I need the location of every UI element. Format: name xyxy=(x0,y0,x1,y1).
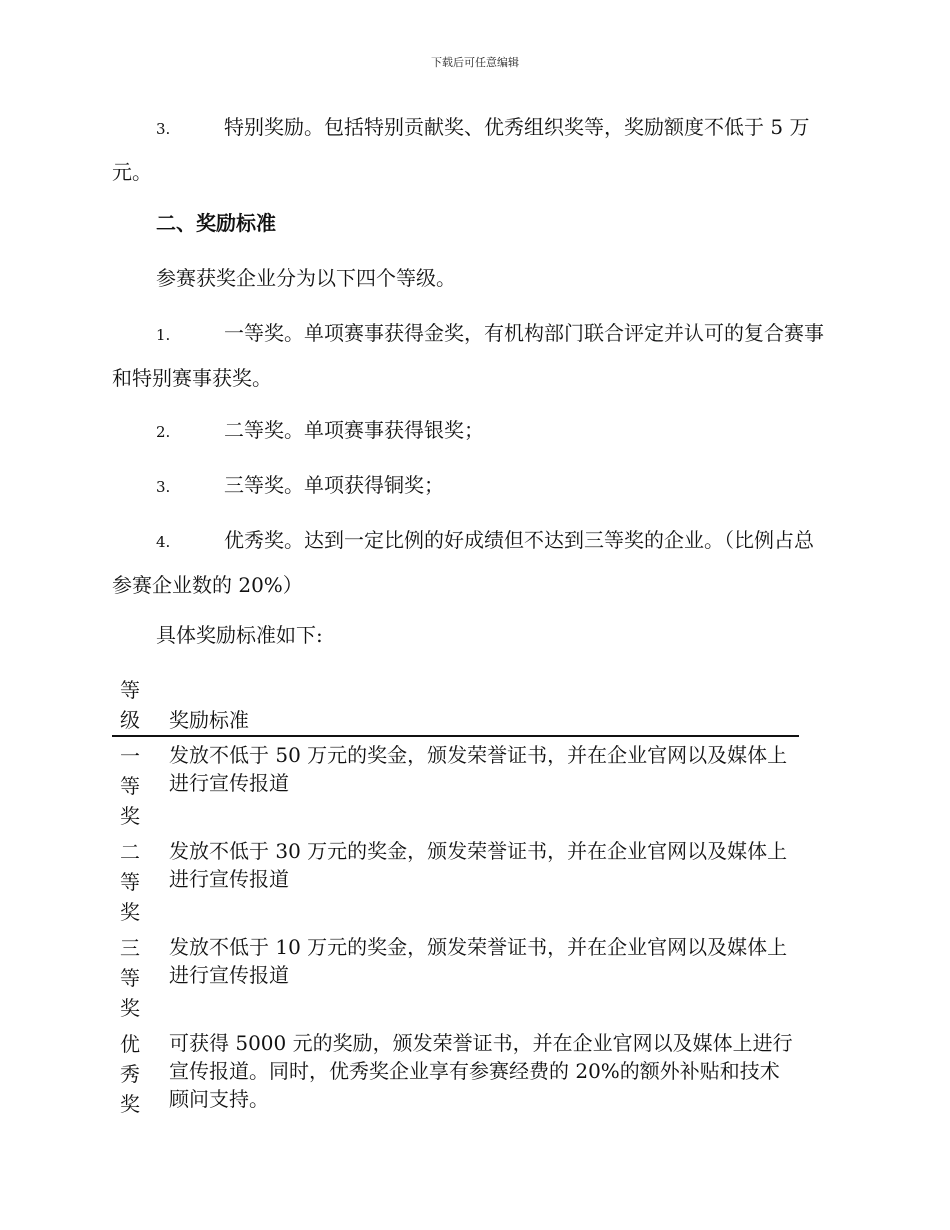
cell-level xyxy=(112,929,169,1025)
cell-level-text: 优秀奖 xyxy=(120,1032,140,1116)
list-item-text: 优秀奖。达到一定比例的好成绩但不达到三等奖的企业。（比例占总参赛企业数的 20%） xyxy=(112,528,814,597)
paragraph-special-award xyxy=(112,106,832,194)
list-number: 4. xyxy=(156,533,171,551)
list-number: 3. xyxy=(156,120,171,138)
column-header-standard-text: 奖励标准 xyxy=(169,708,249,732)
cell-standard-text: 发放不低于 50 万元的奖金，颁发荣誉证书，并在企业官网以及媒体上进行宣传报道 xyxy=(169,743,788,795)
cell-standard-text: 发放不低于 30 万元的奖金，颁发荣誉证书，并在企业官网以及媒体上进行宣传报道 xyxy=(169,839,788,891)
list-item-third-prize xyxy=(112,464,832,509)
paragraph-text: 特别奖励。包括特别贡献奖、优秀组织奖等，奖励额度不低于 5 万元。 xyxy=(112,115,810,184)
table-header-row xyxy=(112,675,799,736)
paragraph-table-intro: 具体奖励标准如下: xyxy=(156,623,323,647)
cell-standard xyxy=(169,929,799,1025)
cell-standard xyxy=(169,1025,799,1121)
list-number: 3. xyxy=(156,478,171,496)
list-item-text: 三等奖。单项获得铜奖； xyxy=(224,473,444,497)
table-row xyxy=(112,929,799,1025)
cell-level-text: 二等奖 xyxy=(120,840,140,924)
award-standards-table xyxy=(112,675,799,1121)
column-header-standard xyxy=(169,675,799,736)
list-item-excellence-prize xyxy=(112,519,832,607)
cell-standard xyxy=(169,833,799,929)
list-number: 2. xyxy=(156,423,171,441)
table-row xyxy=(112,833,799,929)
list-item-second-prize xyxy=(112,409,832,454)
list-item-text: 二等奖。单项赛事获得银奖； xyxy=(224,418,484,442)
list-item-first-prize xyxy=(112,312,832,400)
cell-level-text: 一等奖 xyxy=(120,744,140,828)
column-header-level xyxy=(112,675,169,736)
column-header-level-text: 等级 xyxy=(120,678,140,732)
cell-level xyxy=(112,833,169,929)
list-item-text: 一等奖。单项赛事获得金奖，有机构部门联合评定并认可的复合赛事和特别赛事获奖。 xyxy=(112,321,824,390)
page-header: 下载后可任意编辑 xyxy=(431,56,519,69)
list-number: 1. xyxy=(156,326,171,344)
cell-standard xyxy=(169,736,799,833)
cell-standard-text: 可获得 5000 元的奖励，颁发荣誉证书，并在企业官网以及媒体上进行宣传报道。同时，优秀奖企业享有参赛经费的 20%的额外补贴和技术顾问支持。 xyxy=(169,1031,793,1111)
cell-level xyxy=(112,1025,169,1121)
cell-level-text: 三等奖 xyxy=(120,936,140,1020)
cell-level xyxy=(112,736,169,833)
cell-standard-text: 发放不低于 10 万元的奖金，颁发荣誉证书，并在企业官网以及媒体上进行宣传报道 xyxy=(169,935,788,987)
table-row xyxy=(112,736,799,833)
section-heading: 二、奖励标准 xyxy=(156,211,276,235)
table-row xyxy=(112,1025,799,1121)
paragraph-intro: 参赛获奖企业分为以下四个等级。 xyxy=(156,266,456,290)
